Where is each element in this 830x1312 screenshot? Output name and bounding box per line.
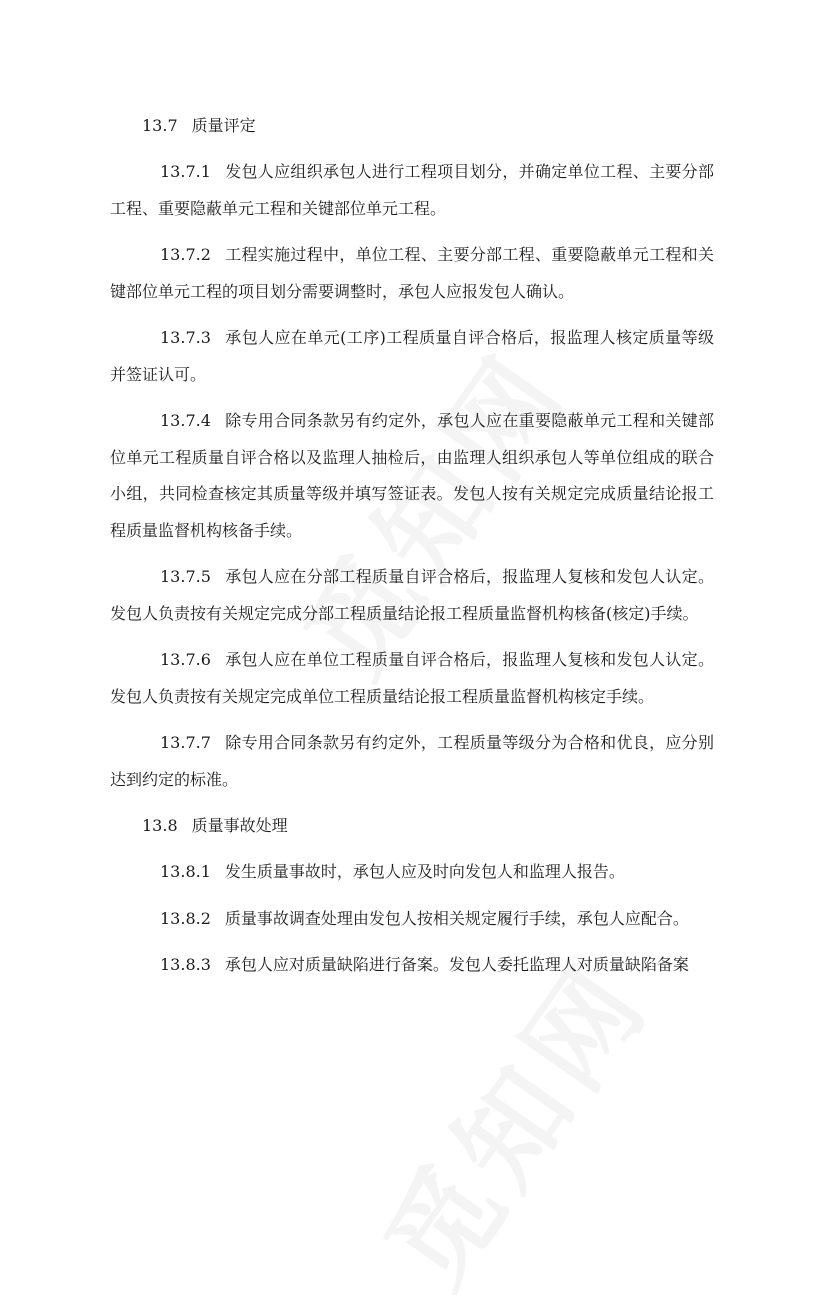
clause-paragraph (110, 947, 714, 983)
clause-paragraph (110, 854, 714, 891)
section-number: 13.8 (142, 816, 178, 835)
clause-text: 承包人应在单元(工序)工程质量自评合格后，报监理人核定质量等级并签证认可。 (110, 328, 714, 384)
clause-number: 13.7.2 (160, 245, 211, 264)
clause-paragraph (110, 642, 714, 715)
clause-paragraph (110, 320, 714, 393)
clause-text: 除专用合同条款另有约定外，工程质量等级分为合格和优良，应分别达到约定的标准。 (110, 733, 714, 789)
clause-text: 发生质量事故时，承包人应及时向发包人和监理人报告。 (224, 862, 625, 881)
clause-paragraph (110, 154, 714, 227)
section-title: 质量评定 (191, 116, 256, 135)
clause-number: 13.8.3 (160, 955, 211, 974)
clause-text: 承包人应在单位工程质量自评合格后，报监理人复核和发包人认定。发包人负责按有关规定完成单位工程质量结论报工程质量监督机构核定手续。 (110, 650, 714, 706)
clause-text: 工程实施过程中，单位工程、主要分部工程、重要隐蔽单元工程和关键部位单元工程的项目划分需要调整时，承包人应报发包人确认。 (110, 245, 714, 301)
clause-text: 除专用合同条款另有约定外，承包人应在重要隐蔽单元工程和关键部位单元工程质量自评合格以及监理人抽检后，由监理人组织承包人等单位组成的联合小组，共同检查核定其质量等级并填写签证表。发包人按有关规定完成质量结论报工程质量监督机构核备手续。 (110, 411, 714, 540)
clause-number: 13.8.2 (160, 908, 211, 928)
section-heading (142, 108, 714, 144)
clause-paragraph (110, 403, 714, 549)
clause-number: 13.7.1 (160, 162, 211, 181)
section-number: 13.7 (142, 116, 178, 135)
clause-number: 13.7.5 (160, 567, 211, 586)
clause-paragraph (110, 237, 714, 310)
clause-text: 质量事故调查处理由发包人按相关规定履行手续，承包人应配合。 (224, 908, 689, 928)
clause-text: 承包人应在分部工程质量自评合格后，报监理人复核和发包人认定。发包人负责按有关规定完成分部工程质量结论报工程质量监督机构核备(核定)手续。 (110, 567, 714, 623)
clause-number: 13.8.1 (160, 862, 211, 881)
clause-text: 发包人应组织承包人进行工程项目划分，并确定单位工程、主要分部工程、重要隐蔽单元工程和关键部位单元工程。 (110, 162, 714, 218)
clause-number: 13.7.7 (160, 733, 211, 752)
clause-paragraph (110, 901, 714, 938)
clause-number: 13.7.6 (160, 650, 211, 669)
section-title: 质量事故处理 (191, 816, 288, 835)
clause-number: 13.7.3 (160, 328, 211, 347)
clause-number: 13.7.4 (160, 411, 211, 430)
clause-paragraph (110, 559, 714, 632)
clause-paragraph (110, 725, 714, 798)
section-heading (142, 808, 714, 844)
clause-text: 承包人应对质量缺陷进行备案。发包人委托监理人对质量缺陷备案 (224, 955, 689, 974)
document-body (110, 108, 714, 993)
